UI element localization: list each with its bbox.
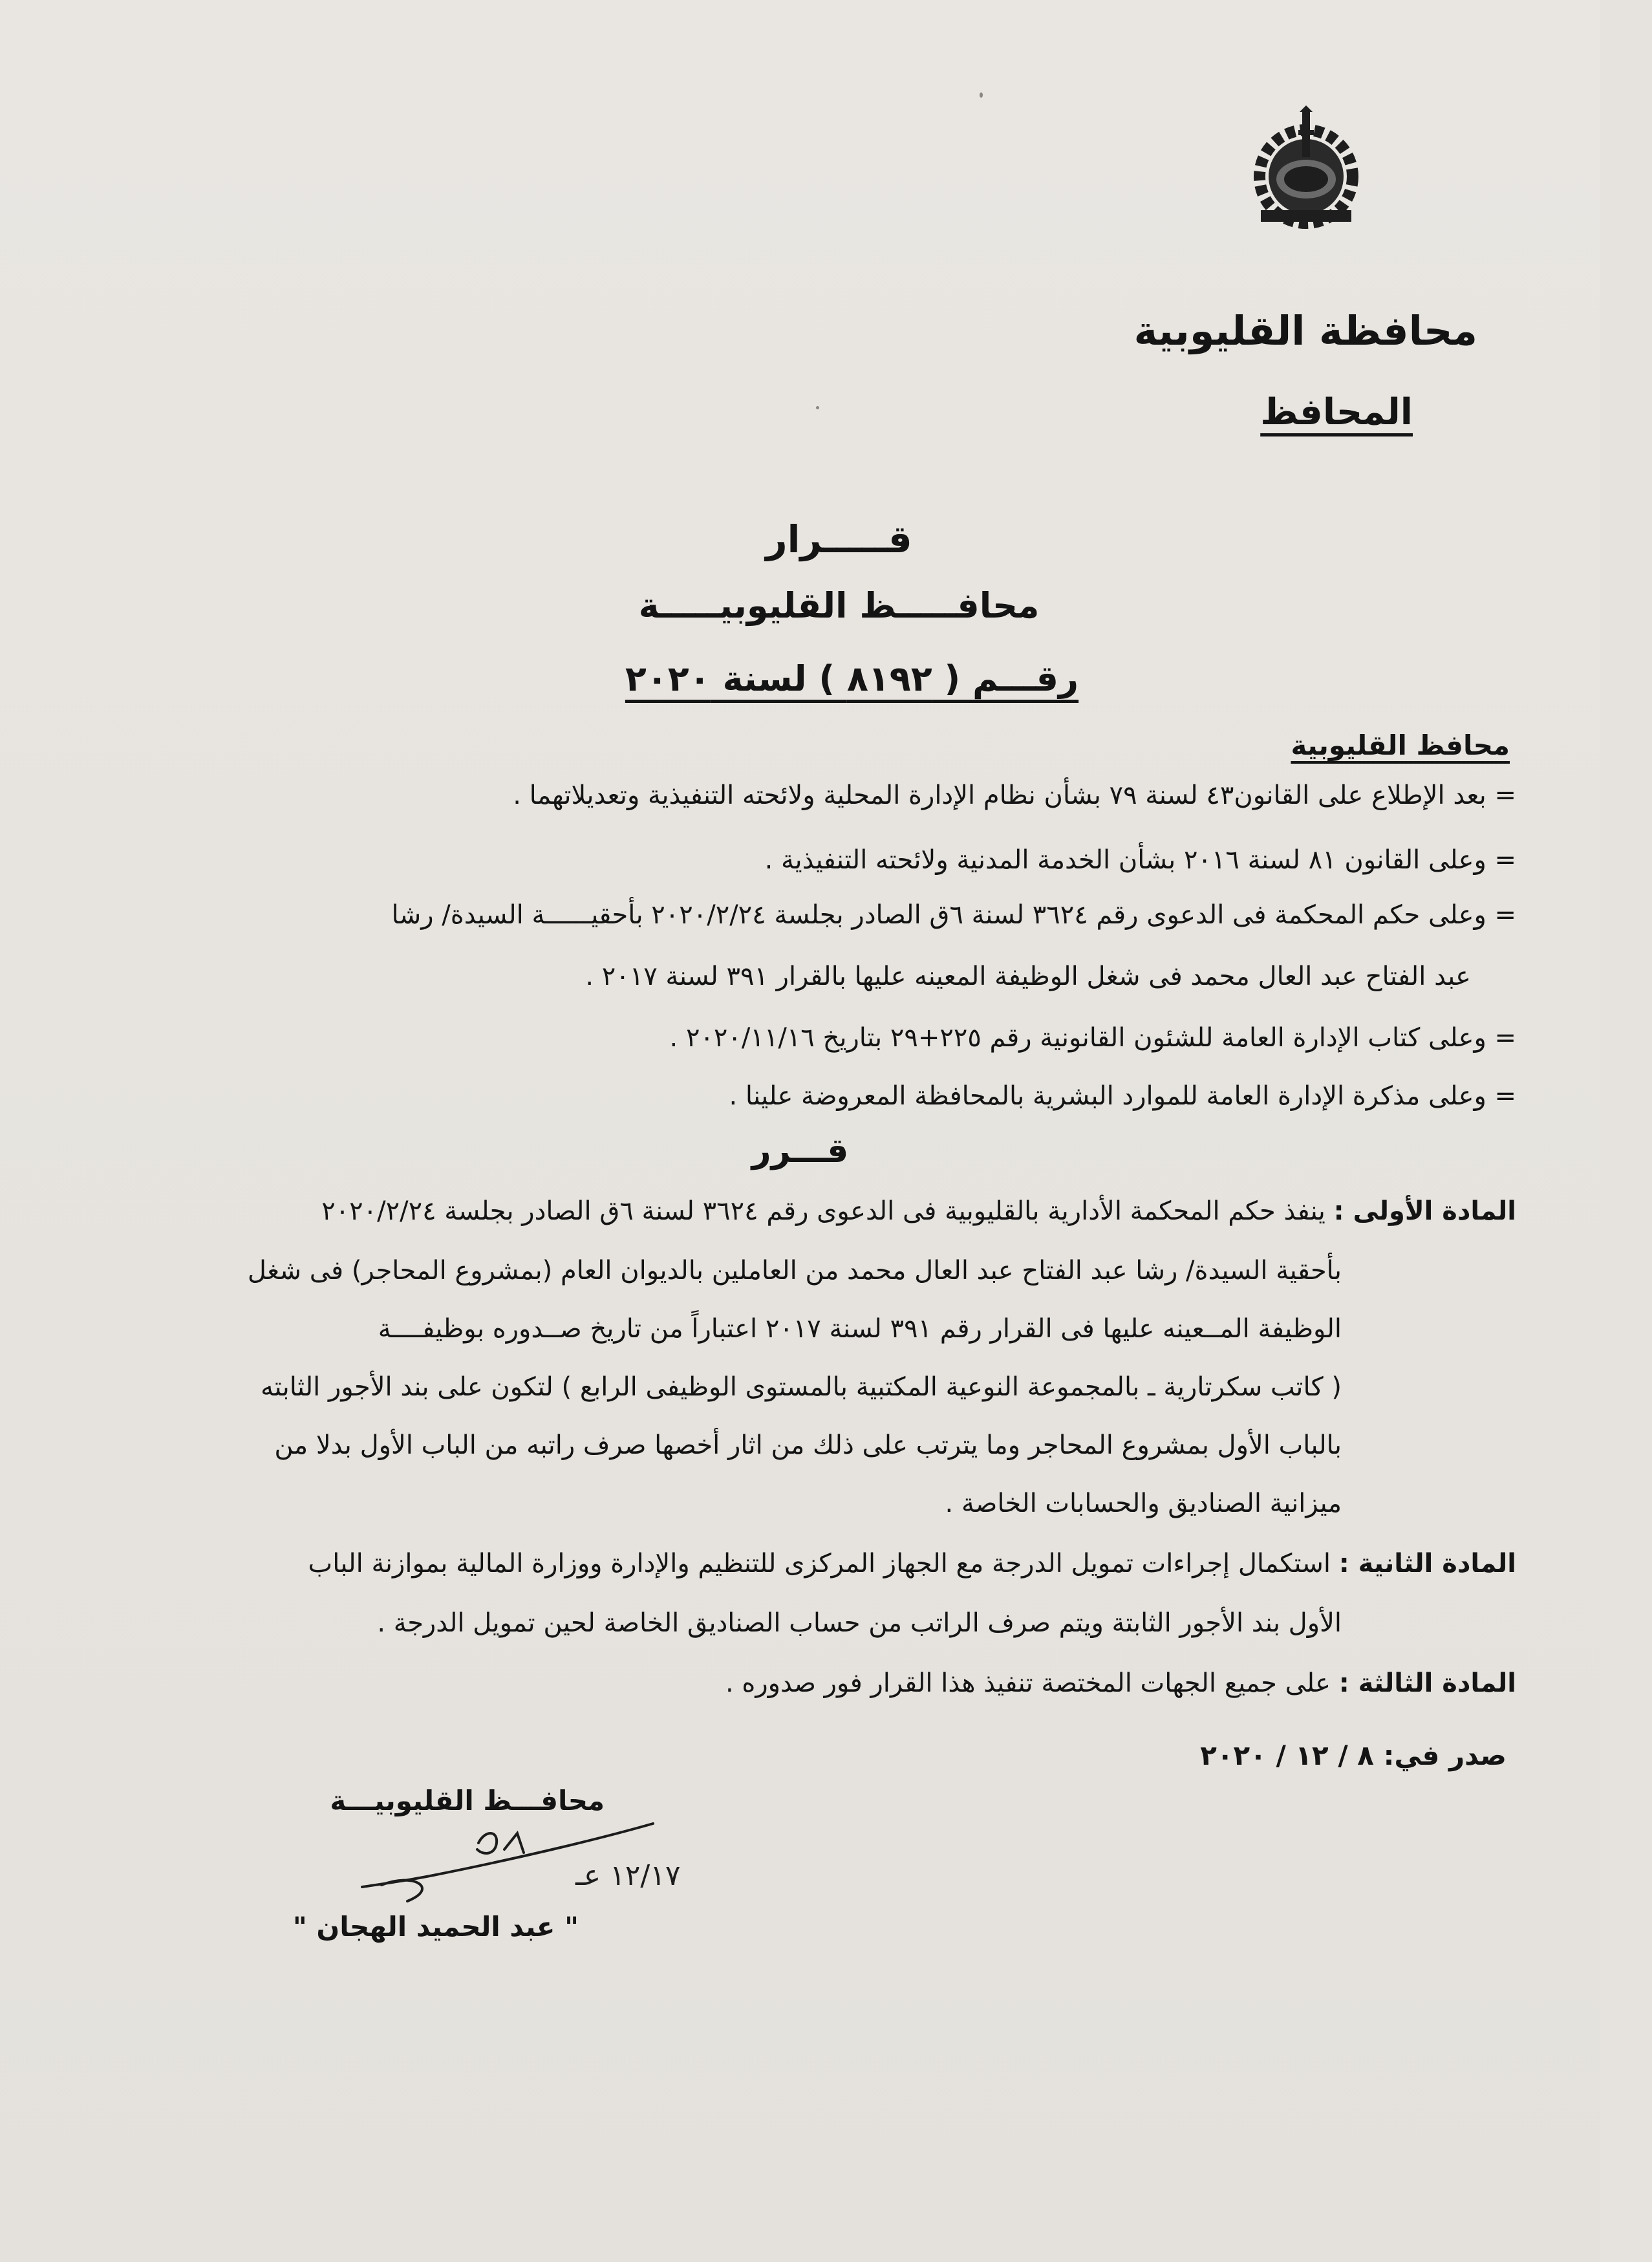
article-first: [321, 1196, 1516, 1226]
governorate-emblem-icon: [1241, 107, 1371, 230]
decision-number-text: رقـــم ( ٨١٩٢ ) لسنة ٢٠٢٠: [625, 658, 1079, 699]
scan-speck: [816, 406, 819, 409]
article-first-line: ( كاتب سكرتارية ـ بالمجموعة النوعية المكتبية بالمستوى الوظيفى الرابع ) لتكون على بند الأجور الثابته: [261, 1372, 1342, 1402]
article-second-line: استكمال إجراءات تمويل الدرجة مع الجهاز المركزى للتنظيم والإدارة ووزارة المالية بموازنة الباب: [308, 1549, 1331, 1578]
article-third-label: المادة الثالثة :: [1338, 1668, 1516, 1698]
article-first-line: الوظيفة المــعينه عليها فى القرار رقم ٣٩١ لسنة ٢٠١٧ اعتباراً من تاريخ صــدوره بوظيفــــة: [378, 1314, 1342, 1344]
preamble-line: = وعلى كتاب الإدارة العامة للشئون القانونية رقم ٢٢٥+٢٩ بتاريخ ٢٠٢٠/١١/١٦ .: [669, 1023, 1516, 1053]
article-third-text: على جميع الجهات المختصة تنفيذ هذا القرار فور صدوره .: [725, 1668, 1331, 1698]
preamble-line: = وعلى مذكرة الإدارة العامة للموارد البشرية بالمحافظة المعروضة علينا .: [729, 1081, 1516, 1111]
article-first-line: بالباب الأول بمشروع المحاجر وما يترتب على ذلك من اثار أخصها صرف راتبه من الباب الأول بدلا من: [274, 1430, 1342, 1460]
article-second: [308, 1549, 1516, 1578]
preamble-line: = وعلى القانون ٨١ لسنة ٢٠١٦ بشأن الخدمة المدنية ولائحته التنفيذية .: [764, 845, 1516, 875]
issued-date: [1200, 1740, 1507, 1771]
article-second-line: الأول بند الأجور الثابتة ويتم صرف الراتب من حساب الصناديق الخاصة لحين تمويل الدرجة .: [377, 1608, 1342, 1638]
preamble-heading: محافظ القليوبية: [1291, 729, 1510, 761]
decided-heading: قـــرر: [751, 1132, 849, 1170]
issued-label: صدر في:: [1383, 1740, 1507, 1771]
office-title: المحافظ: [1260, 391, 1413, 433]
preamble-line: = بعد الإطلاع على القانون٤٣ لسنة ٧٩ بشأن نظام الإدارة المحلية ولائحته التنفيذية وتعديلاتهما .: [513, 781, 1516, 810]
signature-title: محافـــظ القليوبيـــة: [330, 1785, 605, 1816]
governorate-title: محافظة القليوبية: [1133, 307, 1477, 354]
article-first-line: بأحقية السيدة/ رشا عبد الفتاح عبد العال محمد من العاملين بالديوان العام (بمشروع المحاجر) فى شغل: [247, 1256, 1342, 1286]
article-first-line: ينفذ حكم المحكمة الأدارية بالقليوبية فى الدعوى رقم ٣٦٢٤ لسنة ٦ق الصادر بجلسة ٢٠٢٠/٢/٢٤: [321, 1196, 1325, 1226]
scan-speck: [980, 92, 983, 98]
handwritten-signature-icon: [336, 1811, 681, 1927]
article-first-line: ميزانية الصناديق والحسابات الخاصة .: [945, 1489, 1342, 1518]
decision-issuer: محافـــــظ القليوبيـــــة: [638, 585, 1040, 626]
decision-heading: قـــــرار: [766, 517, 912, 561]
signature-handwritten-text: ١٢/١٧ عـ: [575, 1859, 681, 1892]
decision-number: [0, 658, 1652, 699]
article-third: [725, 1668, 1516, 1698]
article-second-label: المادة الثانية :: [1338, 1549, 1516, 1578]
preamble-line: عبد الفتاح عبد العال محمد فى شغل الوظيفة المعينه عليها بالقرار ٣٩١ لسنة ٢٠١٧ .: [585, 962, 1471, 991]
preamble-line: = وعلى حكم المحكمة فى الدعوى رقم ٣٦٢٤ لسنة ٦ق الصادر بجلسة ٢٠٢٠/٢/٢٤ بأحقيــــــة السيدة/ رشا: [391, 900, 1516, 930]
article-first-label: المادة الأولى :: [1333, 1196, 1516, 1226]
signatory-name: " عبد الحميد الهجان ": [292, 1911, 579, 1943]
issued-date-value: ٨ / ١٢ / ٢٠٢٠: [1200, 1740, 1374, 1771]
